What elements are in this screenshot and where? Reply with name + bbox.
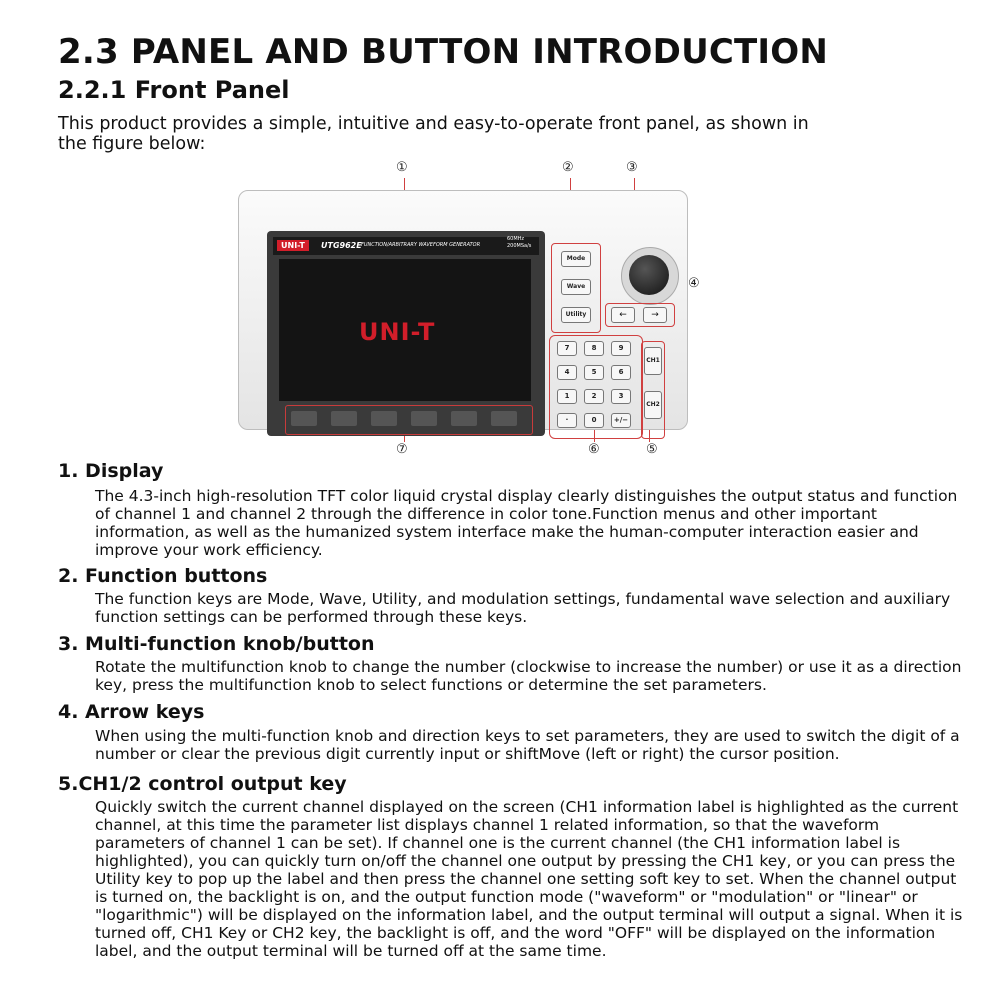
signal-generator-body [238,190,688,430]
soft-key[interactable] [291,411,317,426]
numeric-key[interactable]: 0 [584,413,604,428]
soft-key[interactable] [491,411,517,426]
page-heading: 2.3 PANEL AND BUTTON INTRODUCTION [58,32,829,72]
numeric-key[interactable]: 8 [584,341,604,356]
section-title: 4. Arrow keys [58,701,205,723]
screen-logo: UNI-T [359,318,436,346]
utility-key[interactable]: Utility [561,307,591,323]
intro-paragraph: This product provides a simple, intuitive and easy-to-operate front panel, as shown in the figure below: [58,114,809,154]
callout-7: ⑦ [396,442,408,457]
ch1-key[interactable]: CH1 [644,347,662,375]
numeric-key[interactable]: 2 [584,389,604,404]
numeric-key[interactable]: 9 [611,341,631,356]
numeric-key[interactable]: 1 [557,389,577,404]
section-body: Rotate the multifunction knob to change the number (clockwise to increase the number) or use it as a direction key, press the multifunction knob to select functions or determine the set parameters. [95,658,962,694]
section-title: 2. Function buttons [58,565,268,587]
decimal-key[interactable]: · [557,413,577,428]
spec-sample-rate: 200MSa/s [507,243,532,249]
numeric-key[interactable]: 5 [584,365,604,380]
sign-key[interactable]: +/− [611,413,631,428]
callout-2: ② [562,160,574,175]
section-body: The function keys are Mode, Wave, Utility, and modulation settings, fundamental wave selection and auxiliary function settings can be performed through these keys. [95,590,951,626]
section-title: 5.CH1/2 control output key [58,773,347,795]
multifunction-knob[interactable] [629,255,669,295]
numeric-key[interactable]: 4 [557,365,577,380]
section-subheading: 2.2.1 Front Panel [58,76,290,104]
model-label: UTG962E [321,241,362,250]
soft-key[interactable] [411,411,437,426]
callout-1: ① [396,160,408,175]
section-title: 1. Display [58,460,164,482]
section-title: 3. Multi-function knob/button [58,633,375,655]
callout-3: ③ [626,160,638,175]
callout-5: ⑤ [646,442,658,457]
right-arrow-key[interactable]: → [643,307,667,323]
numeric-key[interactable]: 7 [557,341,577,356]
soft-key[interactable] [331,411,357,426]
brand-badge: UNI-T [277,240,309,251]
ch2-key[interactable]: CH2 [644,391,662,419]
model-subtitle: FUNCTION/ARBITRARY WAVEFORM GENERATOR [361,242,481,248]
front-panel-figure [236,160,700,460]
soft-key[interactable] [451,411,477,426]
spec-frequency: 60MHz [507,236,525,242]
mode-key[interactable]: Mode [561,251,591,267]
section-body: The 4.3-inch high-resolution TFT color liquid crystal display clearly distinguishes the output status and function of channel 1 and channel 2 through the difference in color tone.Function menus and other important information, as well as the humanized system interface make the human-computer interaction easier and improve your work efficiency. [95,487,958,559]
section-body: When using the multi-function knob and direction keys to set parameters, they are used to switch the digit of a number or clear the previous digit currently input or shiftMove (left or right) the cursor position. [95,727,960,763]
left-arrow-key[interactable]: ← [611,307,635,323]
section-body: Quickly switch the current channel displayed on the screen (CH1 information label is highlighted as the current channel, at this time the parameter list displays channel 1 related information, so that the waveform parameters of channel 1 can be set). If channel one is the current channel (the CH1 information label is highlighted), you can quickly turn on/off the channel one output by pressing the CH1 key, or you can press the Utility key to pop up the label and then press the channel one setting soft key to set. When the channel output is turned on, the backlight is on, and the output function mode ("waveform" or "modulation" or "linear" or "logarithmic") will be displayed on the information label, and the output terminal will output a signal. When it is turned off, CH1 Key or CH2 key, the backlight is off, and the word "OFF" will be displayed on the information label, and the output terminal will be turned off at the same time. [95,798,963,960]
callout-6: ⑥ [588,442,600,457]
soft-key[interactable] [371,411,397,426]
numeric-key[interactable]: 3 [611,389,631,404]
spec-label [507,236,531,250]
numeric-key[interactable]: 6 [611,365,631,380]
callout-4: ④ [688,276,700,291]
wave-key[interactable]: Wave [561,279,591,295]
